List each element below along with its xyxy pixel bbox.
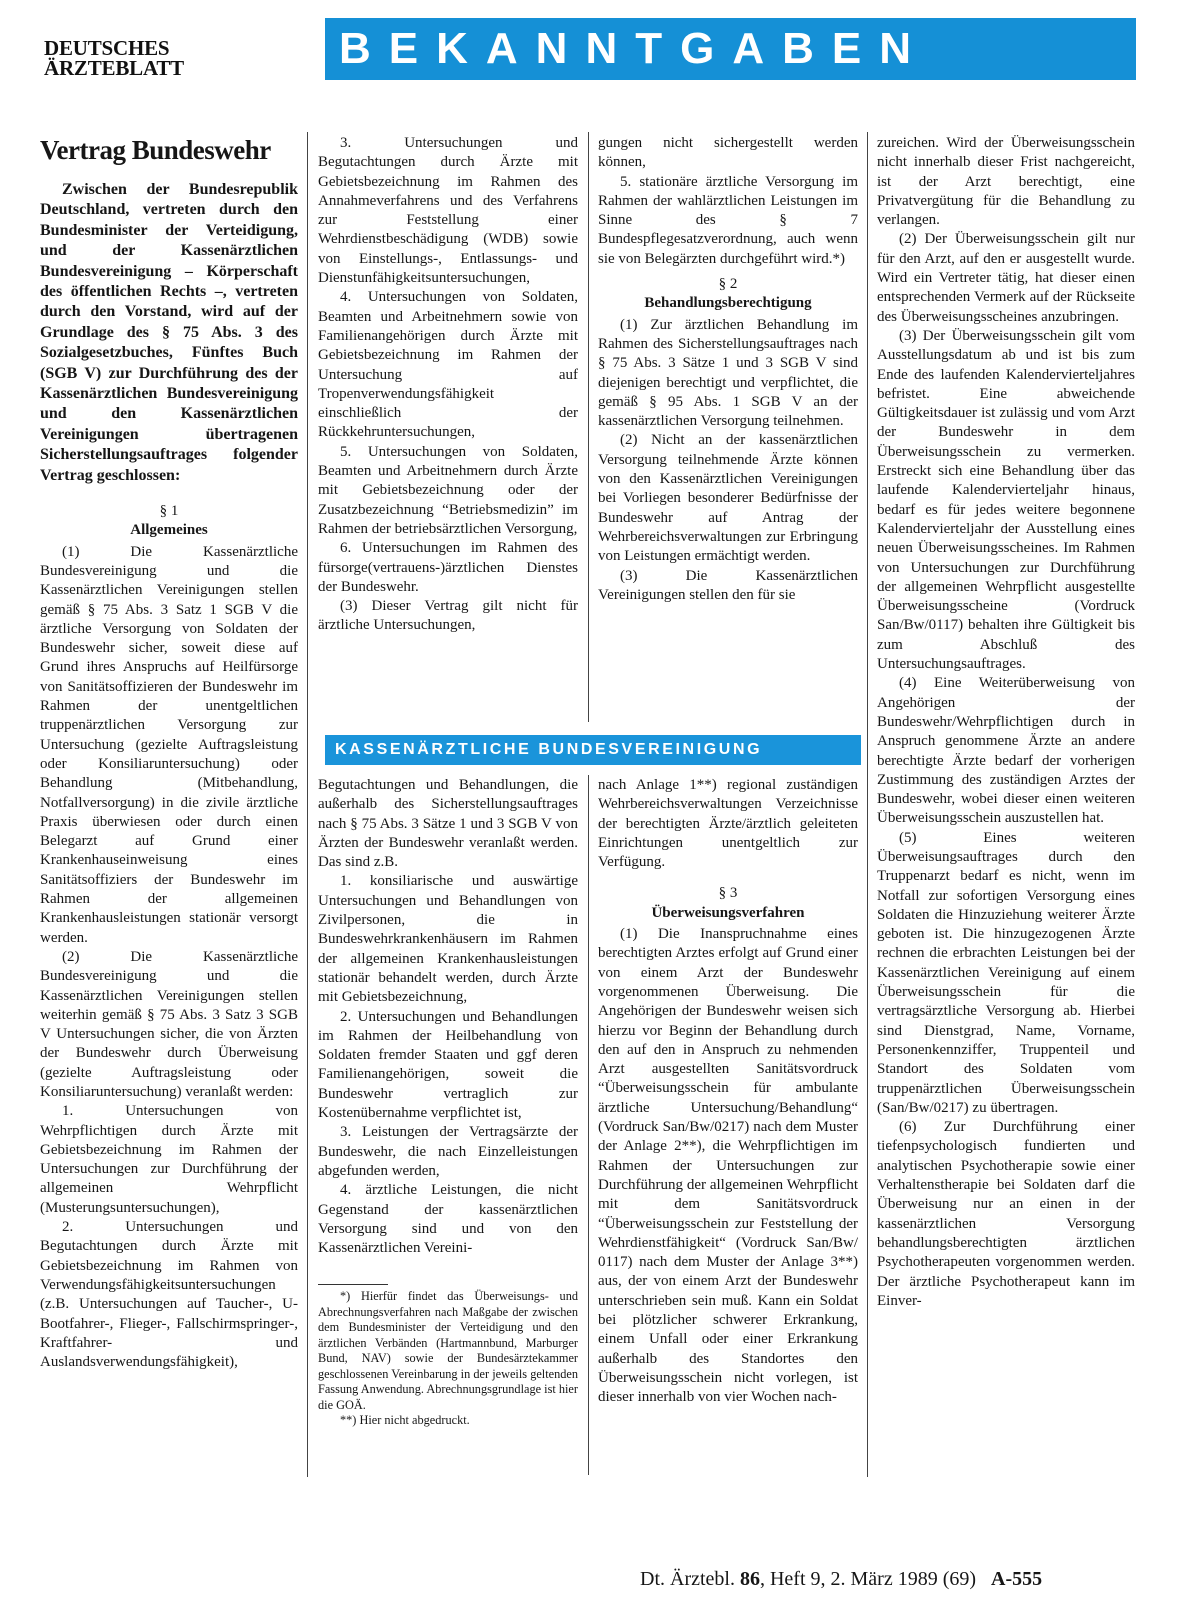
- column-rule-2: [588, 132, 589, 722]
- paragraph: (5) Eines weiteren Überweisungsauftrages durch den Truppenarzt bedarf es nicht, wenn im Notfall zur sofortigen Versorgung eines Soldaten die Hinzuziehung weiterer Ärzte geboten ist. Die hinzugezogenen Ärzte rechnen die erbrachten Leistungen bei der Kassenärztlichen Vereinigung auf einem Überweisungsschein für die vertragsärztliche Versorgung ab. Hierbei sind Dienstgrad, Name, Vorname, Personenkennziffer, Truppenteil und Standort des Soldaten vom truppenärztlichen Überweisungsschein (San/Bw/0217) zu übertragen.: [877, 829, 1135, 1116]
- paragraph: (1) Die Inanspruchnahme eines berechtigten Arztes erfolgt auf Grund einer von einem Arzt der Bundeswehr vorgenommenen Überweisung. Die Angehörigen der Bundeswehr weisen sich hierzu vor Beginn der Behandlung durch den auf den in Anspruch zu nehmenden Arzt ausgestellten Sanitätsvordruck “Überweisungsschein für ambulante ärztliche Untersuchung/Behandlung“ (Vordruck San/Bw/0217) nach dem Muster der Anlage 2**), die Wehrpflichtigen im Rahmen der Untersuchungen zur Durchführung der allgemeinen Wehrpflicht mit dem Sanitätsvordruck “Überweisungsschein zur Feststellung der Wehrdienstfähigkeit“ (Vordruck San/Bw/ 0117) nach dem Muster der Anlage 3**) aus, der von einem Arzt der Bundeswehr unterschrieben sein muß. Kann ein Soldat bei plötzlicher schwerer Erkrankung, einem Unfall oder einer Erkrankung außerhalb des Standortes den Überweisungsschein nicht vorlegen, ist dieser innerhalb von vier Wochen nach-: [598, 926, 858, 1406]
- paragraph: 1. Untersuchungen von Wehrpflichtigen durch Ärzte mit Gebietsbezeichnung im Rahmen der Untersuchungen zur Durchführung der allgemeinen Wehrpflicht (Musterungsuntersuchungen),: [40, 1103, 298, 1216]
- paragraph: 3. Untersuchungen und Begutachtungen durch Ärzte mit Gebietsbezeichnung im Rahmen des Annahmeverfahrens und des Verfahrens zur Feststellung einer Wehrdienstbeschädigung (WDB) sowie von Einstellungs-, Entlassungs- und Dienstunfähigkeitsuntersuchungen,: [318, 135, 578, 287]
- paragraph: 6. Untersuchungen im Rahmen des fürsorge(vertrauens-)ärztlichen Dienstes der Bundeswehr.: [318, 540, 578, 595]
- paragraph: (1) Die Kassenärztliche Bundesvereinigung und die Kassenärztlichen Vereinigungen stellen gemäß § 75 Abs. 3 Satz 1 SGB V die ärztliche Versorgung von Soldaten der Bundeswehr sicher, soweit diese auf Grund ihres Anspruchs auf Heilfürsorge von Sanitätsoffizieren der Bundeswehr im Rahmen der unentgeltlichen truppenärztlichen Versorgung zur Untersuchung (gezielte Auftragsleistung oder Konsiliaruntersuchung) oder Behandlung (Mitbehandlung, Notfallversorgung) in die zivile ärztliche Praxis überwiesen oder durch einen Belegarzt auf Grund einer Krankenhauseinweisung eines Sanitätsoffiziers der Bundeswehr im Rahmen der allgemeinen Krankenhausleistungen stationär versorgt werden.: [40, 543, 298, 946]
- column-2-bottom: [318, 776, 578, 1429]
- intro-paragraph: Zwischen der Bundesrepublik Deutschland, vertreten durch den Bundesminister der Verteidigung, und der Kassenärztlichen Bundesvereinigung – Körperschaft des öffentlichen Rechts –, vertreten durch den Vorstand, wird auf der Grundlage des § 75 Abs. 3 des Sozialgesetzbuches, Fünftes Buch (SGB V) zur Durchführung des der Kassenärztlichen Bundesvereinigung und den Kassenärztlichen Vereinigungen übertragenen Sicherstellungsauftrages folgender Vertrag geschlossen:: [40, 181, 298, 484]
- article-intro: [40, 180, 298, 486]
- footnotes: [318, 1289, 578, 1429]
- paragraph: (3) Der Überweisungsschein gilt vom Ausstellungsdatum ab und ist bis zum Ende des laufenden Kalendervierteljahres befristet. Eine abweichende Gültigkeitsdauer ist zulässig und vom Arzt der Bundeswehr in dem Überweisungsschein zu vermerken. Erstreckt sich eine Behandlung über das laufende Kalendervierteljahr hinaus, bedarf es für jedes weitere begonnene Kalendervierteljahr der Ausstellung eines neuen Überweisungsscheines. Im Rahmen von Untersuchungen zur Durchführung der allgemeinen Wehrpflicht ausgestellte Überweisungsscheine (Vordruck San/Bw/0117) behalten ihre Gültigkeit bis zum Abschluß des Untersuchungsauftrages.: [877, 327, 1135, 673]
- column-rule-3: [867, 132, 868, 1477]
- masthead-logo: [44, 38, 214, 78]
- masthead-line2: ÄRZTEBLATT: [44, 56, 184, 80]
- footnote-rule: [318, 1284, 388, 1285]
- footer-journal: Dt. Ärztebl.: [640, 1568, 735, 1590]
- paragraph: (2) Die Kassenärztliche Bundesvereinigung und die Kassenärztlichen Vereinigungen stellen weiterhin gemäß § 75 Abs. 3 Satz 3 SGB V Untersuchungen sicher, die von Ärzten der Bundeswehr durch Überweisung (gezielte Auftragsleistung oder Konsiliaruntersuchung) veranlaßt werden:: [40, 948, 298, 1100]
- column-1: [40, 134, 298, 1372]
- kbv-band-label: KASSENÄRZTLICHE BUNDESVEREINIGUNG: [335, 741, 763, 758]
- paragraph: 4. Untersuchungen von Soldaten, Beamten und Arbeitnehmern sowie von Familienangehörigen durch Ärzte mit Gebietsbezeichnung im Rahmen der Untersuchung auf Tropenverwendungsfähigkeit einschließlich der Rückkehruntersuchungen,: [318, 289, 578, 441]
- paragraph: 1. konsiliarische und auswärtige Untersuchungen und Behandlungen von Zivilpersonen, die in Bundeswehrkrankenhäusern im Rahmen der allgemeinen Krankenhausleistungen stationär behandelt werden, durch Ärzte mit Gebietsbezeichnung,: [318, 873, 578, 1006]
- column-2-top: [318, 134, 578, 636]
- paragraph: (1) Zur ärztlichen Behandlung im Rahmen des Sicherstellungsauftrages nach § 75 Abs. 3 Sätze 1 und 3 SGB V sind diejenigen berechtigt und verpflichtet, die gemäß § 95 Abs. 1 SGB V an der kassenärztlichen Versorgung teilnehmen.: [598, 316, 858, 430]
- section-2-number: § 2: [718, 276, 738, 293]
- paragraph: 2. Untersuchungen und Begutachtungen durch Ärzte mit Gebietsbezeichnung im Rahmen von Verwendungsfähigkeitsuntersuchungen (z.B. Untersuchungen auf Taucher-, U-Bootfahrer-, Flieger-, Fallschirmspringer-, Kraftfahrer- und Auslandsverwendungsfähigkeit),: [40, 1219, 298, 1371]
- section-banner: [325, 18, 1136, 80]
- paragraph: zureichen. Wird der Überweisungsschein nicht innerhalb dieser Frist nachgereicht, ist der Arzt berechtigt, eine Privatvergütung für die Behandlung zu verlangen.: [877, 135, 1135, 229]
- masthead-line1: DEUTSCHES: [44, 36, 170, 60]
- section-3-number: § 3: [718, 885, 738, 902]
- paragraph: 2. Untersuchungen und Behandlungen im Rahmen der Heilbehandlung von Soldaten fremder Staaten und ggf deren Familienangehörigen, soweit die Bundeswehr vertraglich zur Kostenübernahme verpflichtet ist,: [318, 1008, 578, 1122]
- column-3-bottom: [598, 776, 858, 1408]
- column-rule-2b: [588, 775, 589, 1475]
- paragraph: Begutachtungen und Behandlungen, die außerhalb des Sicherstellungsauftrages nach § 75 Abs. 3 Sätze 1 und 3 SGB V von Ärzten der Bundeswehr veranlaßt werden. Das sind z.B.: [318, 777, 578, 871]
- footnote: *) Hierfür findet das Überweisungs- und Abrechnungsverfahren nach Maßgabe der zwischen dem Bundesminister der Verteidigung und den ärztlichen Verbänden (Hartmannbund, Marburger Bund, NAV) sowie der Bundesärztekammer geschlossenen Vereinbarung in der jeweils geltenden Fassung Anwendung. Abrechnungsgrundlage ist hier die GOÄ.: [318, 1289, 578, 1412]
- paragraph: 4. ärztliche Leistungen, die nicht Gegenstand der kassenärztlichen Versorgung sind und von den Kassenärztlichen Vereini-: [318, 1182, 578, 1257]
- section-banner-label: BEKANNTGABEN: [339, 24, 929, 73]
- page-footer: [640, 1567, 1150, 1591]
- paragraph: (3) Die Kassenärztlichen Vereinigungen stellen den für sie: [598, 567, 858, 603]
- paragraph: gungen nicht sichergestellt werden können,: [598, 135, 858, 171]
- section-3-title: Überweisungsverfahren: [651, 904, 805, 921]
- kbv-band: [325, 735, 861, 765]
- column-4: [877, 134, 1135, 1311]
- paragraph: (6) Zur Durchführung einer tiefenpsychologisch fundierten und analytischen Psychotherapie sowie einer Verhaltenstherapie bei Soldaten darf die Überweisung nur an einen in der kassenärztlichen Versorgung behandlungsberechtigten ärztlichen Psychotherapeuten vorgenommen werden. Der ärztliche Psychotherapeut kann im Einver-: [877, 1119, 1135, 1309]
- section-1-number: § 1: [159, 503, 179, 520]
- column-3-top: [598, 134, 858, 605]
- paragraph: 5. Untersuchungen von Soldaten, Beamten und Arbeitnehmern durch Ärzte mit Gebietsbezeichnung oder der Zusatzbezeichnung “Betriebsmedizin” im Rahmen der betriebsärztlichen Versorgung,: [318, 443, 578, 537]
- footer-page-number: A-555: [991, 1568, 1043, 1590]
- footnote: **) Hier nicht abgedruckt.: [340, 1413, 470, 1428]
- section-1-title: Allgemeines: [130, 522, 208, 539]
- paragraph: (2) Der Überweisungsschein gilt nur für den Arzt, auf den er ausgestellt wurde. Wird ein Vertreter tätig, hat dieser einen entsprechenden Vermerk auf der Rückseite des Überweisungsscheines anzubringen.: [877, 231, 1135, 325]
- paragraph: (4) Eine Weiterüberweisung von Angehörigen der Bundeswehr/Wehrpflichtigen durch in Anspruch genommene Ärzte an andere berechtigte Ärzte bedarf der vorherigen Zustimmung des zuständigen Arztes der Bundeswehr, wobei dieser einen weiteren Überweisungsschein auszustellen hat.: [877, 675, 1135, 827]
- paragraph: 5. stationäre ärztliche Versorgung im Rahmen der wahlärztlichen Leistungen im Sinne des § 7 Bundespflegesatzverordnung, auch wenn sie von Belegärzten durchgeführt wird.*): [598, 173, 858, 267]
- article-title: Vertrag Bundeswehr: [40, 135, 271, 165]
- footer-issue-date: , Heft 9, 2. März 1989 (69): [759, 1568, 977, 1590]
- paragraph: 3. Leistungen der Vertragsärzte der Bundeswehr, die nach Einzelleistungen abgefunden werden,: [318, 1124, 578, 1179]
- section-2-title: Behandlungsberechtigung: [644, 295, 812, 312]
- paragraph: (2) Nicht an der kassenärztlichen Versorgung teilnehmende Ärzte können von den Kassenärztlichen Vereinigungen bei Vorliegen besonderer Bedürfnisse der Bundeswehr auf Antrag der Wehrbereichsverwaltungen zur Erbringung von Leistungen ermächtigt werden.: [598, 432, 858, 565]
- footer-volume: 86: [739, 1568, 760, 1590]
- paragraph: (3) Dieser Vertrag gilt nicht für ärztliche Untersuchungen,: [318, 598, 578, 634]
- column-rule-1: [307, 132, 308, 1477]
- section-1: [40, 502, 298, 1372]
- paragraph: nach Anlage 1**) regional zuständigen Wehrbereichsverwaltungen Verzeichnisse der berechtigten Ärzte/ärztlich geleiteten Einrichtungen unentgeltlich zur Verfügung.: [598, 777, 858, 871]
